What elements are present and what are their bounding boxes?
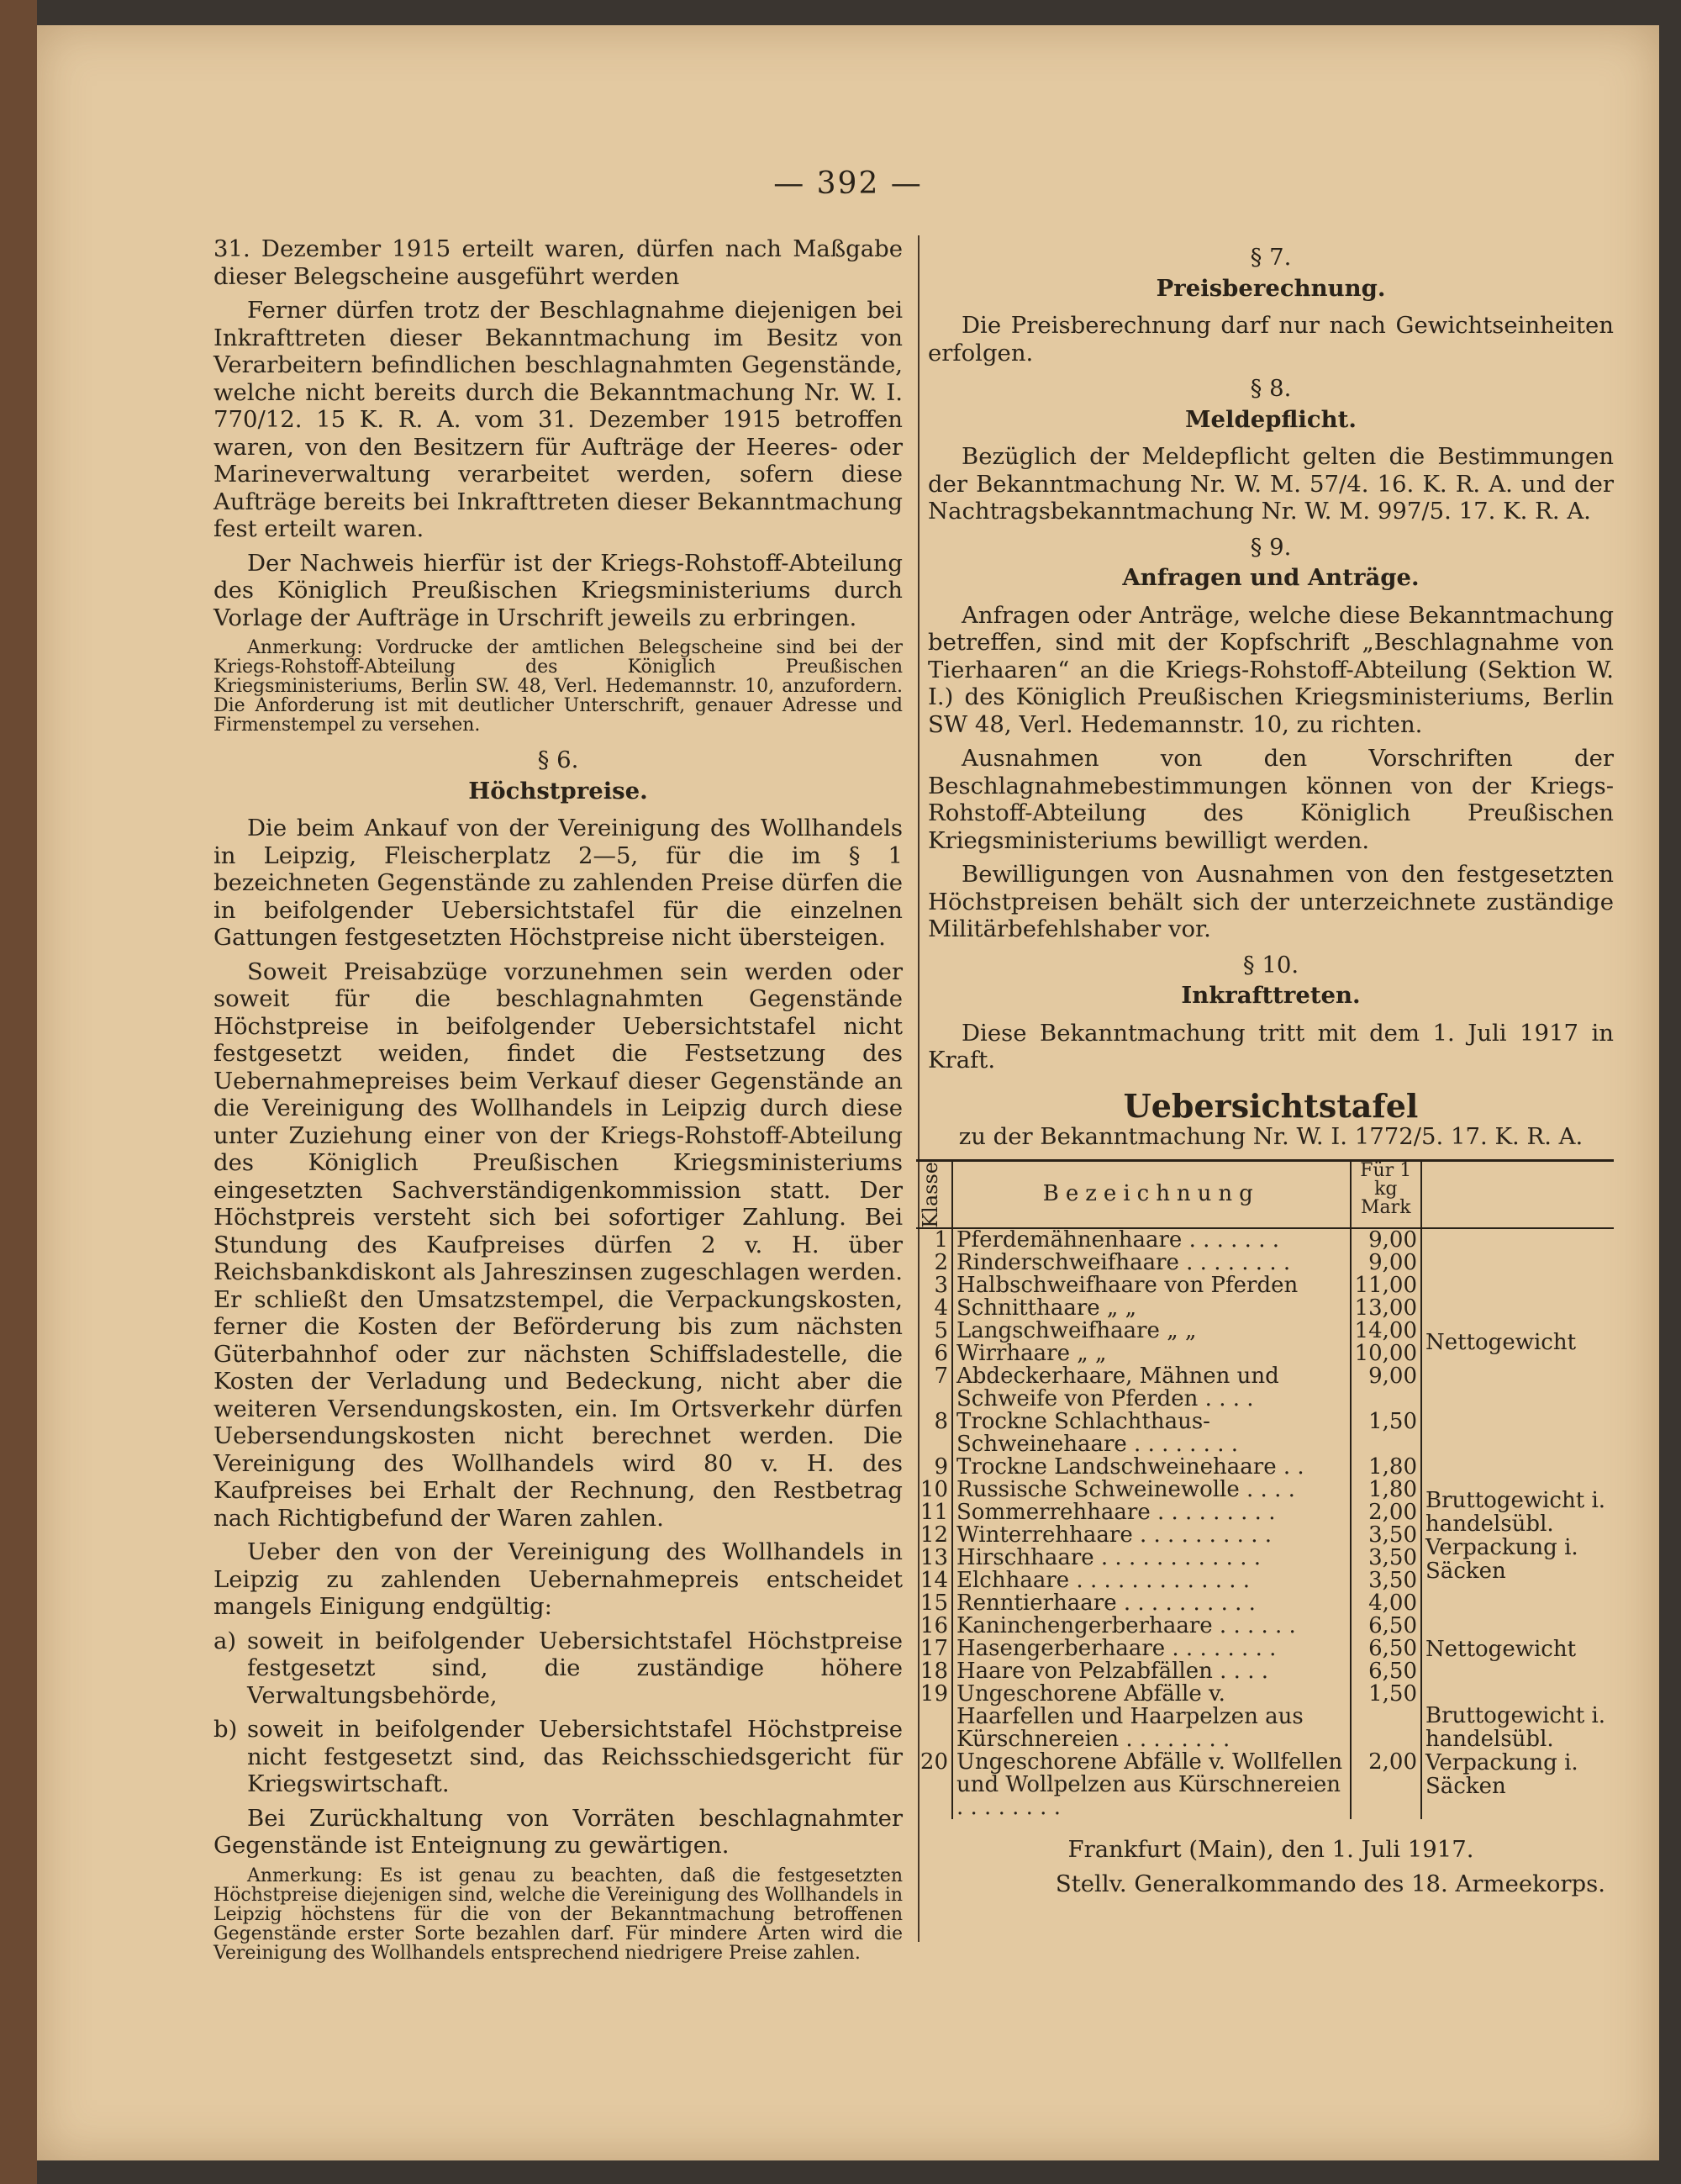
table-title: Uebersichtstafel [1123,1086,1419,1125]
cell-klasse: 4 [916,1297,952,1320]
cell-bezeichnung: Schnitthaare „ „ [952,1297,1351,1320]
section-number: § 10. [1242,951,1299,979]
cell-bezeichnung: Halbschweifhaare von Pferden [952,1274,1351,1297]
cell-bezeichnung: Trockne Schlachthaus-Schweinehaare . . . . . . . . [952,1411,1351,1456]
cell-preis: 2,00 [1351,1751,1421,1819]
document-page [37,25,1659,2160]
cell-preis: 3,50 [1351,1524,1421,1547]
cell-bezeichnung: Kaninchengerberhaare . . . . . . [952,1615,1351,1638]
list-text: soweit in beifolgender Uebersichtstafel Höchstpreise nicht festgesetzt sind, das Reichsschiedsgericht für Kriegswirtschaft. [247,1716,903,1797]
paragraph: Ueber den von der Vereinigung des Wollhandels in Leipzig zu zahlenden Uebernahmepreis entscheidet mangels Einigung endgültig: [213,1538,903,1620]
cell-bezeichnung: Russische Schweinewolle . . . . [952,1479,1351,1501]
cell-bezeichnung: Renntierhaare . . . . . . . . . . [952,1592,1351,1615]
cell-klasse: 12 [916,1524,952,1547]
footnote: Anmerkung: Vordrucke der amtlichen Belegscheine sind bei der Kriegs-Rohstoff-Abteilung des Königlich Preußischen Kriegsministeriums, Berlin SW. 48, Verl. Hedemannstr. 10, anzufordern. Die Anforderung ist mit deutlicher Unterschrift, genauer Adresse und Firmenstempel zu versehen. [213,637,903,736]
cell-klasse: 2 [916,1252,952,1274]
paragraph: Bewilligungen von Ausnahmen von den festgesetzten Höchstpreisen behält sich der unterzeichnete zuständige Militärbefehlshaber vor. [928,861,1614,942]
header-bezeichnung: Bezeichnung [952,1160,1351,1228]
closing-signature: Stellv. Generalkommando des 18. Armeekorps. [1055,1870,1605,1897]
cell-preis: 10,00 [1351,1343,1421,1365]
table-row [916,1228,1614,1252]
cell-bezeichnung: Abdeckerhaare, Mähnen und Schweife von Pferden . . . . [952,1365,1351,1411]
closing-place-date: Frankfurt (Main), den 1. Juli 1917. [1067,1836,1474,1864]
cell-weight-group: Bruttogewicht i. handelsübl. Verpackung i. Säcken [1425,1487,1606,1584]
cell-klasse: 5 [916,1320,952,1343]
paragraph: Bei Zurückhaltung von Vorräten beschlagnahmter Gegenstände ist Enteignung zu gewärtigen. [213,1804,903,1859]
cell-preis: 6,50 [1351,1638,1421,1660]
paragraph: Ferner dürfen trotz der Beschlagnahme diejenigen bei Inkrafttreten dieser Bekanntmachung im Besitz von Verarbeitern befindlichen beschlagnahmten Gegenstände, welche nicht bereits durch die Bekanntmachung Nr. W. I. 770/12. 15 K. R. A. vom 31. Dezember 1915 betroffen waren, von den Besitzern für Aufträge der Heeres- oder Marineverwaltung verarbeitet werden, sofern diese Aufträge bereits bei Inkrafttreten dieser Bekanntmachung fest erteilt waren. [213,297,903,542]
section-number: § 8. [1250,375,1292,402]
table-body [916,1228,1614,1819]
cell-bezeichnung: Sommerrehhaare . . . . . . . . . [952,1501,1351,1524]
section-heading: Höchstpreise. [468,777,648,804]
table-subtitle: zu der Bekanntmachung Nr. W. I. 1772/5. 17. K. R. A. [958,1123,1584,1150]
page-number: — 392 — [773,166,923,201]
cell-bezeichnung: Trockne Landschweinehaare . . [952,1456,1351,1479]
cell-klasse: 3 [916,1274,952,1297]
cell-klasse: 17 [916,1638,952,1660]
section-heading: Inkrafttreten. [1181,982,1361,1009]
cell-bezeichnung: Winterrehhaare . . . . . . . . . . [952,1524,1351,1547]
cell-klasse: 18 [916,1660,952,1683]
paragraph: Ausnahmen von den Vorschriften der Beschlagnahmebestimmungen können von der Kriegs-Rohstoff-Abteilung des Königlich Preußischen Kriegsministeriums bewilligt werden. [928,745,1614,854]
cell-preis: 13,00 [1351,1297,1421,1320]
cell-preis: 1,80 [1351,1456,1421,1479]
list-text: soweit in beifolgender Uebersichtstafel Höchstpreise festgesetzt sind, die zuständige höhere Verwaltungsbehörde, [247,1627,903,1709]
paragraph: Die beim Ankauf von der Vereinigung des Wollhandels in Leipzig, Fleischerplatz 2—5, für die im § 1 bezeichneten Gegenstände zu zahlenden Preise dürfen die in beifolgender Uebersichtstafel für die einzelnen Gattungen festgesetzten Höchstpreise nicht übersteigen. [213,815,903,951]
cell-weight-group: Nettogewicht [1425,1636,1577,1662]
cell-preis: 2,00 [1351,1501,1421,1524]
cell-klasse: 14 [916,1569,952,1592]
cell-klasse: 7 [916,1365,952,1411]
cell-bezeichnung: Hasengerberhaare . . . . . . . . [952,1638,1351,1660]
header-klasse: Klasse [916,1160,952,1228]
paragraph: Der Nachweis hierfür ist der Kriegs-Rohstoff-Abteilung des Königlich Preußischen Kriegsministeriums durch Vorlage der Aufträge in Urschrift jeweils zu erbringen. [213,549,903,631]
header-group [1421,1160,1614,1228]
list-label: a) [213,1627,237,1654]
cell-klasse: 10 [916,1479,952,1501]
cell-bezeichnung: Langschweifhaare „ „ [952,1320,1351,1343]
cell-preis: 4,00 [1351,1592,1421,1615]
cell-klasse: 11 [916,1501,952,1524]
right-column [903,235,1614,1897]
cell-preis: 14,00 [1351,1320,1421,1343]
header-preis: Für 1 kg Mark [1351,1160,1421,1228]
cell-weight-group: Nettogewicht [1425,1330,1577,1356]
left-column [213,235,903,1975]
cell-klasse: 20 [916,1751,952,1819]
cell-weight-group: Bruttogewicht i. handelsübl. Verpackung i. Säcken [1425,1703,1606,1800]
cell-klasse: 1 [916,1228,952,1252]
cell-bezeichnung: Haare von Pelzabfällen . . . . [952,1660,1351,1683]
cell-bezeichnung: Pferdemähnenhaare . . . . . . . [952,1228,1351,1252]
paragraph: Soweit Preisabzüge vorzunehmen sein werden oder soweit für die beschlagnahmten Gegenstände Höchstpreise in beifolgender Uebersichtstafel nicht festgesetzt weiden, findet die Festsetzung des Uebernahmepreises beim Verkauf dieser Gegenstände an die Vereinigung des Wollhandels in Leipzig durch diese unter Zuziehung einer von der Kriegs-Rohstoff-Abteilung des Königlich Preußischen Kriegsministeriums eingesetzten Sachverständigenkommission statt. Der Höchstpreis versteht sich bei sofortiger Zahlung. Bei Stundung des Kaufpreises dürfen 2 v. H. über Reichsbankdiskont als Jahreszinsen zugeschlagen werden. Er schließt den Umsatzstempel, die Verpackungskosten, ferner die Kosten der Beförderung bis zum nächsten Güterbahnhof oder zur nächsten Schiffsladestelle, die Kosten der Verladung und Bedeckung, nicht aber die weiteren Versendungskosten, ein. Im Ortsverkehr dürfen Uebersendungskosten nicht berechnet werden. Die Vereinigung des Wollhandels wird 80 v. H. des Kaufpreises bei Erhalt der Rechnung, den Restbetrag nach Richtigbefund der Waren zahlen. [213,957,903,1532]
cell-preis: 6,50 [1351,1660,1421,1683]
cell-preis: 11,00 [1351,1274,1421,1297]
cell-bezeichnung: Wirrhaare „ „ [952,1343,1351,1365]
list-item [213,1627,903,1710]
table-row [916,1683,1614,1751]
cell-bezeichnung: Ungeschorene Abfälle v. Wollfellen und Wollpelzen aus Kürschnereien . . . . . . . . [952,1751,1351,1819]
cell-bezeichnung: Rinderschweifhaare . . . . . . . . [952,1252,1351,1274]
paragraph: Anfragen oder Anträge, welche diese Bekanntmachung betreffen, sind mit der Kopfschrift „Beschlagnahme von Tierhaaren“ an die Kriegs-Rohstoff-Abteilung (Sektion W. I.) des Königlich Preußischen Kriegsministeriums, Berlin SW 48, Verl. Hedemannstr. 10, zu richten. [928,601,1614,738]
section-heading: Meldepflicht. [1185,405,1357,433]
section-number: § 9. [1250,533,1292,561]
section-number: § 6. [537,746,579,773]
cell-klasse: 19 [916,1683,952,1751]
cell-bezeichnung: Hirschhaare . . . . . . . . . . . . [952,1547,1351,1569]
section-heading: Anfragen und Anträge. [1122,564,1420,591]
cell-bezeichnung: Elchhaare . . . . . . . . . . . . . [952,1569,1351,1592]
cell-klasse: 9 [916,1456,952,1479]
cell-klasse: 15 [916,1592,952,1615]
paragraph: Diese Bekanntmachung tritt mit dem 1. Juli 1917 in Kraft. [928,1019,1614,1074]
cell-preis: 6,50 [1351,1615,1421,1638]
footnote: Anmerkung: Es ist genau zu beachten, daß die festgesetzten Höchstpreise diejenigen sind, welche die Vereinigung des Wollhandels in Leipzig höchstens für die von der Bekanntmachung betroffenen Gegenstände erster Sorte bezahlen darf. Für mindere Arten wird die Vereinigung des Wollhandels entsprechend niedrigere Preise zahlen. [213,1865,903,1964]
table-row [916,1615,1614,1638]
cell-preis: 9,00 [1351,1228,1421,1252]
cell-preis: 3,50 [1351,1569,1421,1592]
cell-preis: 1,50 [1351,1683,1421,1751]
list-label: b) [213,1716,238,1743]
book-spine [0,0,37,2184]
price-table [916,1159,1614,1820]
cell-preis: 1,50 [1351,1411,1421,1456]
list-item [213,1716,903,1798]
cell-preis: 9,00 [1351,1252,1421,1274]
paragraph: Die Preisberechnung darf nur nach Gewichtseinheiten erfolgen. [928,312,1614,367]
table-row [916,1456,1614,1479]
paragraph: Bezüglich der Meldepflicht gelten die Bestimmungen der Bekanntmachung Nr. W. M. 57/4. 16. K. R. A. und der Nachtragsbekanntmachung Nr. W. M. 997/5. 17. K. R. A. [928,443,1614,525]
cell-preis: 1,80 [1351,1479,1421,1501]
paragraph: 31. Dezember 1915 erteilt waren, dürfen nach Maßgabe dieser Belegscheine ausgeführt werden [213,235,903,290]
table-header-row [916,1160,1614,1228]
cell-preis: 9,00 [1351,1365,1421,1411]
cell-preis: 3,50 [1351,1547,1421,1569]
cell-bezeichnung: Ungeschorene Abfälle v. Haarfellen und Haarpelzen aus Kürschnereien . . . . . . . . [952,1683,1351,1751]
section-number: § 7. [1250,244,1292,271]
cell-klasse: 8 [916,1411,952,1456]
cell-klasse: 16 [916,1615,952,1638]
cell-klasse: 6 [916,1343,952,1365]
section-heading: Preisberechnung. [1156,274,1386,302]
cell-klasse: 13 [916,1547,952,1569]
